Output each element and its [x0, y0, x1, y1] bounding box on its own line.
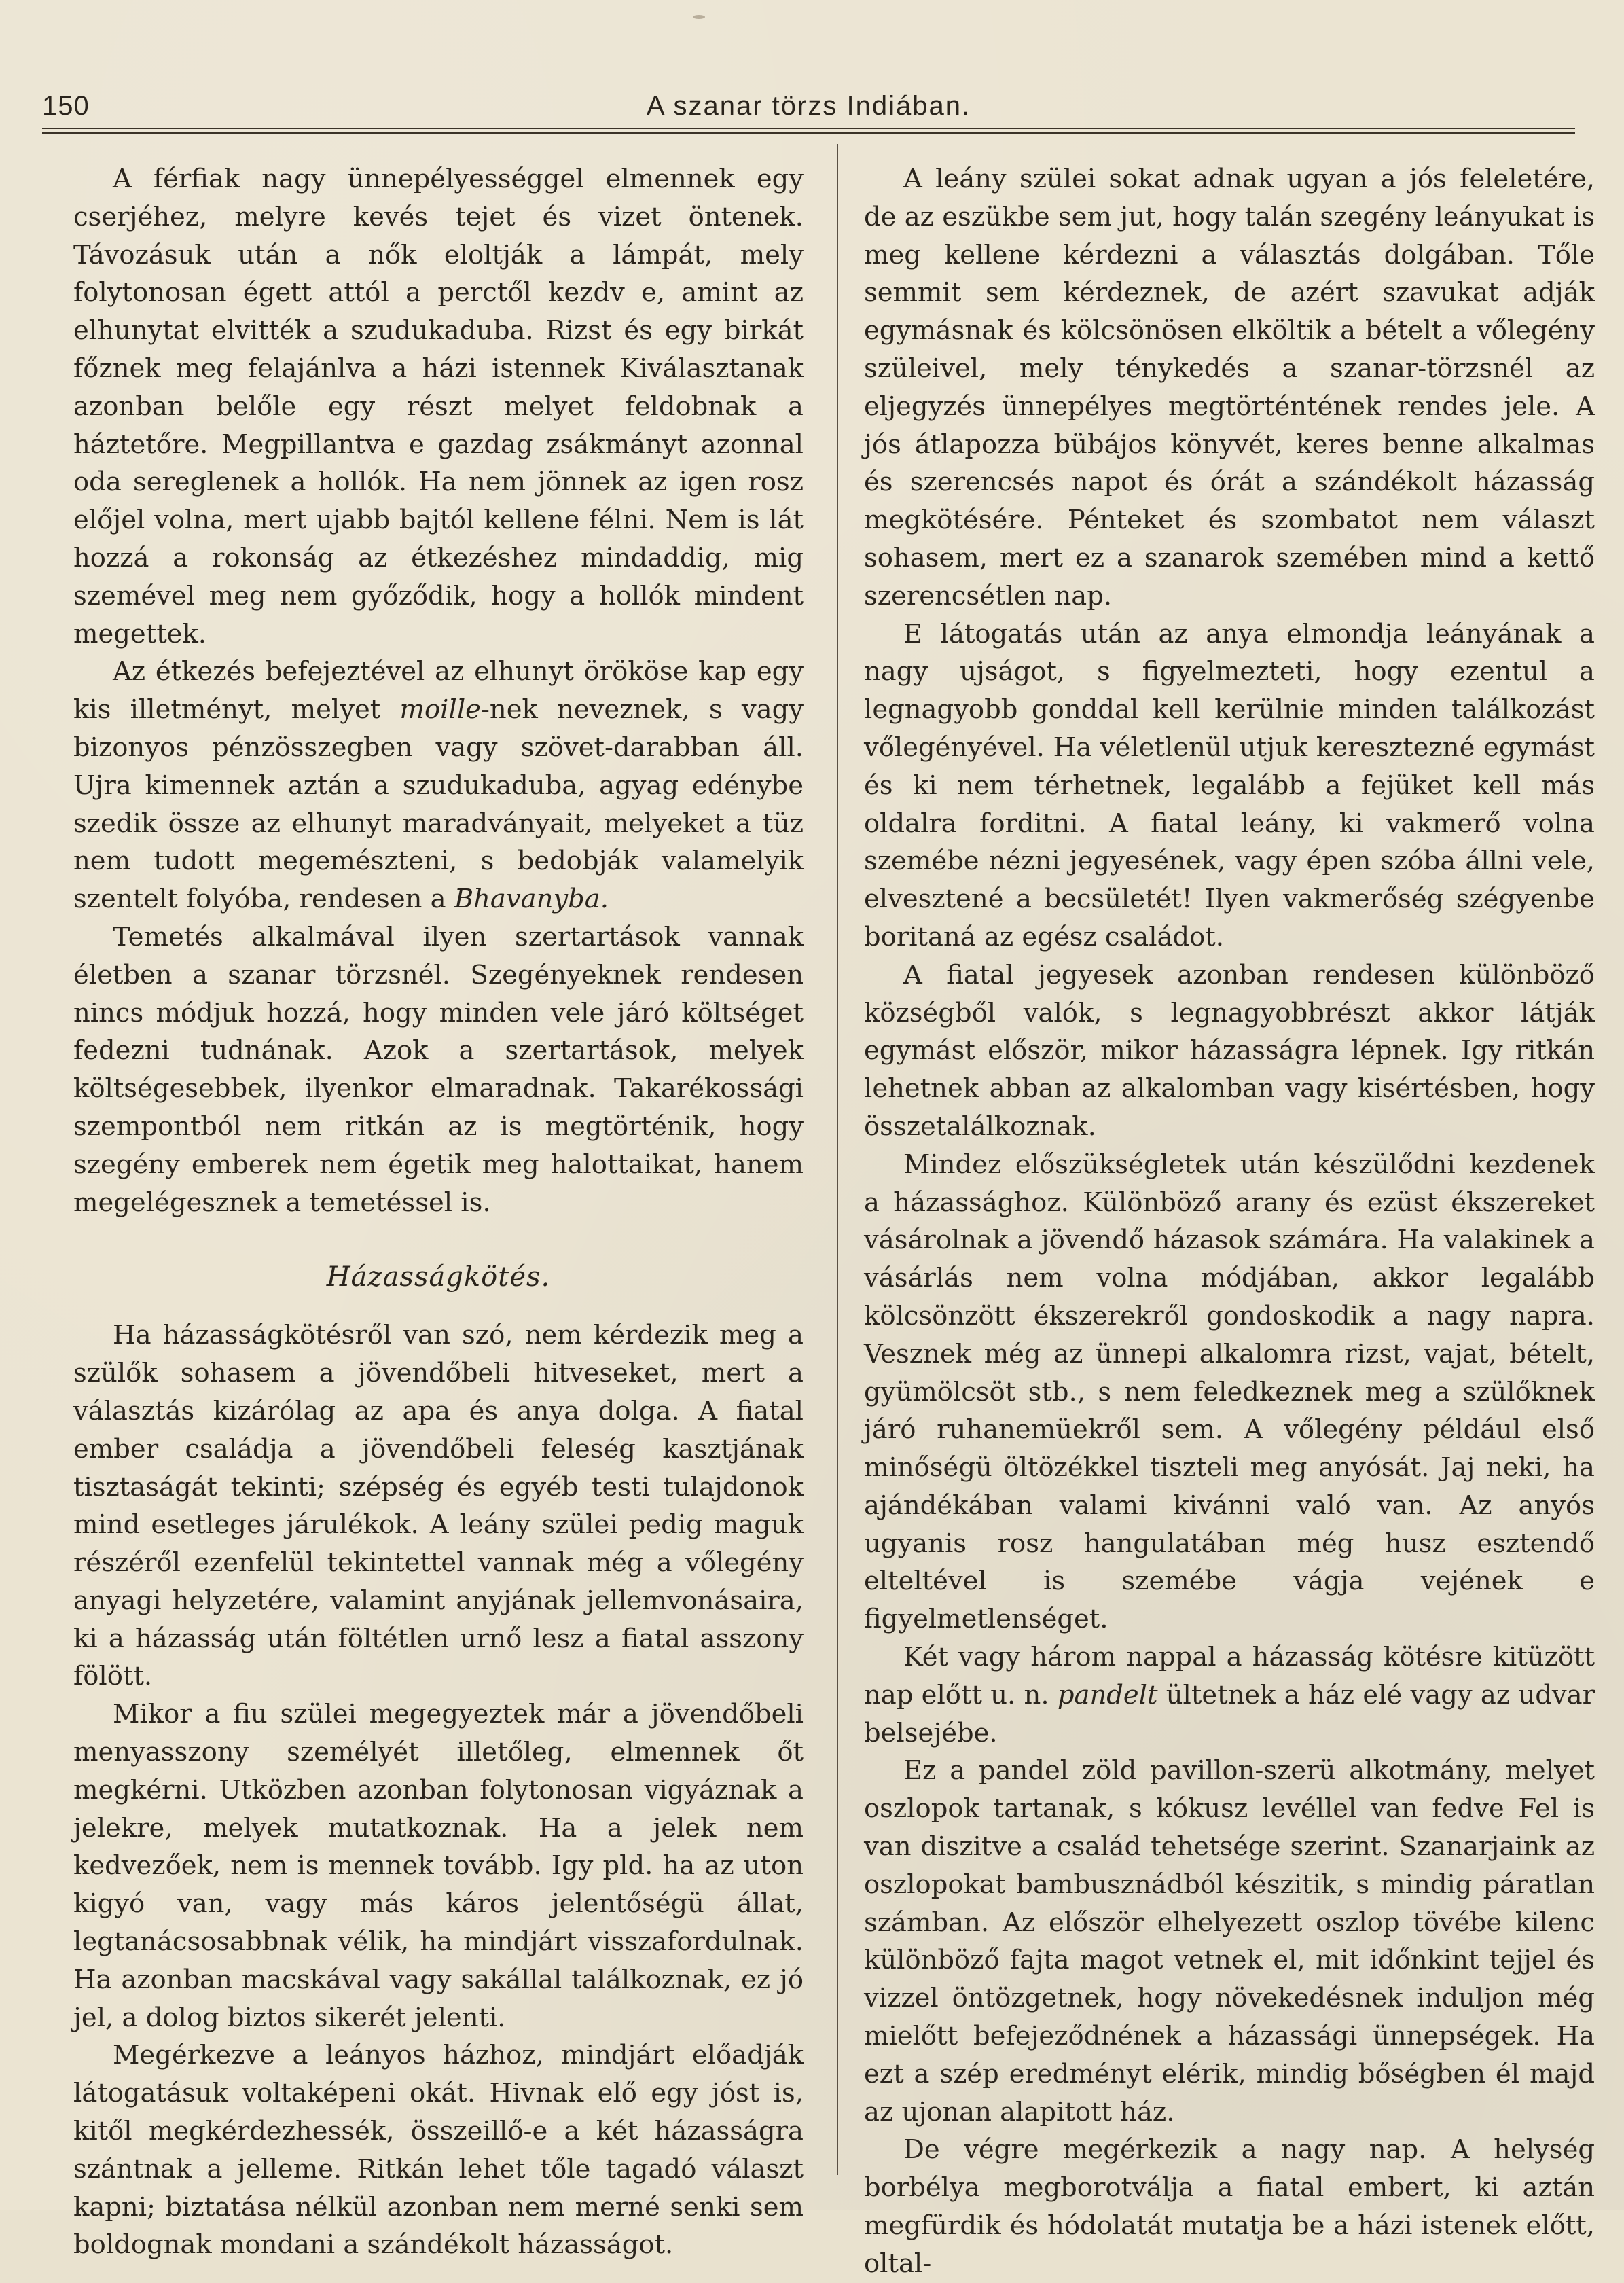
paragraph: Megérkezve a leányos házhoz, mindjárt előadják látogatásuk voltaképeni okát. Hivnak elő egy jóst is, kitől megkérdezhessék, összeillő-e a két házasságra szántnak a jelleme. Ritkán lehet tőle tagadó választ kapni; biztatása nélkül azonban nem merné senki sem boldognak mondani a szándékolt házasságot.: [73, 2040, 804, 2261]
paragraph: Ez a pandel zöld pavillon-szerü alkotmány, melyet oszlopok tartanak, s kókusz levéllel van fedve Fel is van diszitve a család tehetsége szerint. Szanarjaink az oszlopokat bambusznádból készitik, s mindig páratlan számban. Az először elhelyezett oszlop tövébe kilenc különböző fajta magot vetnek el, mit időnkint tejjel és vizzel öntözgetnek, hogy növekedésnek induljon még mielőtt befejeződnének a házassági ünnepségek. Ha ezt a szép eredményt elérik, mindig bőségben él majd az ujonan alapitott ház.: [864, 1755, 1595, 2127]
ink-smudge: [693, 15, 705, 19]
paragraph: [73, 653, 804, 918]
paragraph: De végre megérkezik a nagy nap. A helység borbélya megborotválja a fiatal embert, ki aztán megfürdik és hódolatát mutatja be a házi istenek előtt, oltal-: [864, 2134, 1595, 2279]
italic-term: moille: [399, 694, 481, 725]
left-column: [73, 160, 804, 2264]
section-heading: Házasságkötés.: [326, 1261, 551, 1293]
paragraph: E látogatás után az anya elmondja leányának a nagy ujságot, s figyelmezteti, hogy ezentul a legnagyobb gonddal kell kerülnie minden találkozást vőlegényével. Ha véletlenül utjuk keresztezné egymást és ki nem térhetnek, legalább a fejüket kell más oldalra forditni. A fiatal leány, ki vakmerő volna szemébe nézni jegyesének, vagy épen szóba állni vele, elvesztené a becsületét! Ilyen vakmerőség szégyenbe boritaná az egész családot.: [864, 618, 1595, 952]
header-rule: [42, 128, 1575, 134]
column-divider: [837, 144, 838, 2175]
text-run: ültetnek a ház elé vagy az udvar belsejébe.: [864, 1679, 1595, 1748]
text-run: -nek neveznek, s vagy bizonyos pénzösszegben vagy szövet-darabban áll. Ujra kimennek aztán a szudukaduba, agyag edénybe szedik össze az elhunyt maradványait, melyeket a tüz nem tudott megemészteni, s bedobják valamelyik szentelt folyóba, rendesen a: [73, 694, 804, 915]
page-number: 150: [42, 91, 90, 121]
italic-term: Bhavanyba.: [454, 884, 609, 915]
paragraph: Mikor a fiu szülei megegyeztek már a jövendőbeli menyasszony személyét illetőleg, elmennek őt megkérni. Utközben azonban folytonosan vigyáznak a jelekre, melyek mutatkoznak. Ha a jelek nem kedvezőek, nem is mennek tovább. Igy pld. ha az uton kigyó van, vagy más káros jelentőségü állat, legtanácsosabbnak vélik, ha mindjárt visszafordulnak. Ha azonban macskával vagy sakállal találkoznak, ez jó jel, a dolog biztos sikerét jelenti.: [73, 1699, 804, 2033]
paragraph: Ha házasságkötésről van szó, nem kérdezik meg a szülők sohasem a jövendőbeli hitveseket, mert a választás kizárólag az apa és anya dolga. A fiatal ember családja a jövendőbeli feleség kasztjának tisztaságát tekinti; szépség és egyéb testi tulajdonok mind esetleges járulékok. A leány szülei pedig maguk részéről ezenfelül tekintettel vannak még a vőlegény anyagi helyzetére, valamint anyjának jellemvonásaira, ki a házasság után föltétlen urnő lesz a fiatal asszony fölött.: [73, 1320, 804, 1692]
text-run: Két vagy három nappal a házasság kötésre kitüzött nap előtt u. n.: [864, 1642, 1595, 1710]
paragraph: A fiatal jegyesek azonban rendesen különböző községből valók, s legnagyobbrészt akkor látják egymást először, mikor házasságra lépnek. Igy ritkán lehetnek abban az alkalomban vagy kisértésben, hogy összetalálkoznak.: [864, 959, 1595, 1142]
paragraph: Temetés alkalmával ilyen szertartások vannak életben a szanar törzsnél. Szegényeknek rendesen nincs módjuk hozzá, hogy minden vele járó költséget fedezni tudnának. Azok a szertartások, melyek költségesebbek, ilyenkor elmaradnak. Takarékossági szempontból nem ritkán az is megtörténik, hogy szegény emberek nem égetik meg halottaikat, hanem megelégesznek a temetéssel is.: [73, 921, 804, 1218]
paragraph: Mindez előszükségletek után készülődni kezdenek a házassághoz. Különböző arany és ezüst ékszereket vásárolnak a jövendő házasok számára. Ha valakinek a vásárlás nem volna módjában, akkor legalább kölcsönzött ékszerekről gondoskodik a nagy napra. Vesznek még az ünnepi alkalomra rizst, vajat, bételt, gyümölcsöt stb., s nem feledkeznek meg a szülőknek járó ruhanemüekről sem. A vőlegény például első minőségü öltözékkel tiszteli meg anyósát. Jaj neki, ha ajándékában valami kivánni való van. Az anyós ugyanis rosz hangulatában még husz esztendő elteltével is szemébe vágja vejének e figyelmetlenséget.: [864, 1149, 1595, 1635]
text-run: Az étkezés befejeztével az elhunyt örököse kap egy kis illetményt, melyet: [73, 656, 804, 725]
paragraph: [864, 1638, 1595, 1752]
paragraph: A leány szülei sokat adnak ugyan a jós feleletére, de az eszükbe sem jut, hogy talán szegény leányukat is meg kellene kérdezni a választás dolgában. Tőle semmit sem kérdeznek, de azért szavukat adják egymásnak és kölcsönösen elköltik a bételt a vőlegény szüleivel, mely ténykedés a szanar-törzsnél az eljegyzés ünnepélyes megtörténtének rendes jele. A jós átlapozza bübájos könyvét, keres benne alkalmas és szerencsés napot és órát a szándékolt házasság megkötésére. Pénteket és szombatot nem választ sohasem, mert ez a szanarok szemében mind a kettő szerencsétlen nap.: [864, 164, 1595, 611]
italic-term: pandelt: [1057, 1679, 1158, 1710]
paragraph: A férfiak nagy ünnepélyességgel elmennek egy cserjéhez, melyre kevés tejet és vizet öntenek. Távozásuk után a nők eloltják a lámpát, mely folytonosan égett attól a perctől kezdv e, amint az elhunytat elvitték a szudukaduba. Rizst és egy birkát főznek meg felajánlva a házi istennek Kiválasztanak azonban belőle egy részt melyet feldobnak a háztetőre. Megpillantva e gazdag zsákmányt azonnal oda sereglenek a hollók. Ha nem jönnek az igen rosz előjel volna, mert ujabb bajtól kellene félni. Nem is lát hozzá a rokonság az étkezéshez mindaddig, mig szemével meg nem győződik, hogy a hollók mindent megettek.: [73, 164, 804, 649]
running-head: A szanar törzs Indiában.: [646, 91, 971, 121]
right-column: [864, 160, 1595, 2283]
